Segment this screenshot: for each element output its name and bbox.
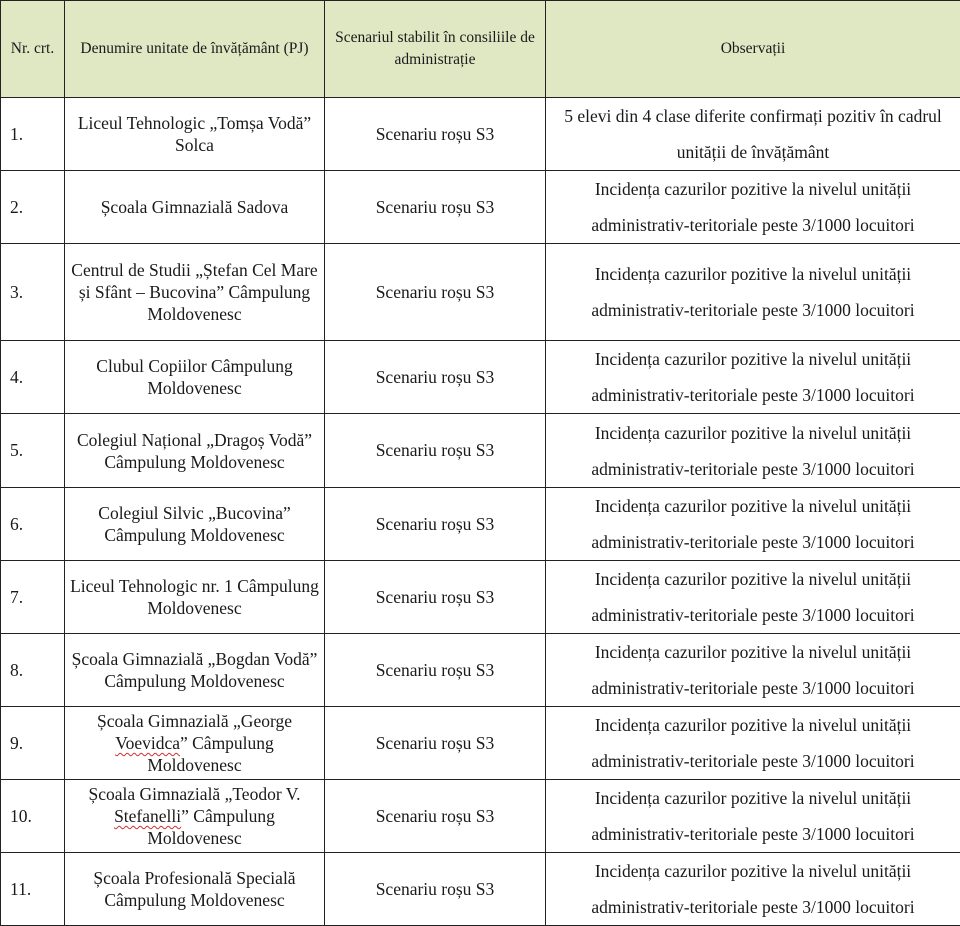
school-name: Școala Gimnazială Sadova xyxy=(65,171,325,244)
observation-text: 5 elevi din 4 clase diferite confirmați pozitiv în cadrul unității de învățământ xyxy=(546,98,960,171)
table-row xyxy=(1,780,960,853)
school-name: Clubul Copiilor Câmpulung Moldovenesc xyxy=(65,341,325,414)
scenario-value: Scenariu roșu S3 xyxy=(325,171,546,244)
table-row xyxy=(1,561,960,634)
scenario-value: Scenariu roșu S3 xyxy=(325,244,546,341)
observation-text: Incidența cazurilor pozitive la nivelul unității administrativ-teritoriale peste 3/1000 locuitori xyxy=(546,634,960,707)
observation-text: Incidența cazurilor pozitive la nivelul unității administrativ-teritoriale peste 3/1000 locuitori xyxy=(546,561,960,634)
school-name: Liceul Tehnologic nr. 1 Câmpulung Moldovenesc xyxy=(65,561,325,634)
table-row xyxy=(1,634,960,707)
row-number: 2. xyxy=(1,171,65,244)
row-number: 4. xyxy=(1,341,65,414)
table-row xyxy=(1,414,960,488)
observation-text: Incidența cazurilor pozitive la nivelul unității administrativ-teritoriale peste 3/1000 locuitori xyxy=(546,853,960,926)
scenario-value: Scenariu roșu S3 xyxy=(325,707,546,780)
observation-text: Incidența cazurilor pozitive la nivelul unității administrativ-teritoriale peste 3/1000 locuitori xyxy=(546,171,960,244)
spellcheck-word: Voevidca xyxy=(115,733,180,753)
table-row xyxy=(1,98,960,171)
observation-text: Incidența cazurilor pozitive la nivelul unității administrativ-teritoriale peste 3/1000 locuitori xyxy=(546,488,960,561)
header-scenario: Scenariul stabilit în consiliile de administrație xyxy=(325,1,546,98)
table-row xyxy=(1,171,960,244)
scenario-value: Scenariu roșu S3 xyxy=(325,634,546,707)
row-number: 5. xyxy=(1,414,65,488)
row-number: 10. xyxy=(1,780,65,853)
scenario-value: Scenariu roșu S3 xyxy=(325,414,546,488)
scenario-value: Scenariu roșu S3 xyxy=(325,341,546,414)
table-row xyxy=(1,341,960,414)
table-row xyxy=(1,244,960,341)
scenario-value: Scenariu roșu S3 xyxy=(325,98,546,171)
school-name: Liceul Tehnologic „Tomșa Vodă” Solca xyxy=(65,98,325,171)
table-row xyxy=(1,707,960,780)
header-row xyxy=(1,1,960,98)
row-number: 6. xyxy=(1,488,65,561)
observation-text: Incidența cazurilor pozitive la nivelul unității administrativ-teritoriale peste 3/1000 locuitori xyxy=(546,244,960,341)
school-name: Școala Gimnazială „Bogdan Vodă” Câmpulung Moldovenesc xyxy=(65,634,325,707)
scenario-value: Scenariu roșu S3 xyxy=(325,853,546,926)
header-nr: Nr. crt. xyxy=(1,1,65,98)
row-number: 3. xyxy=(1,244,65,341)
table-body xyxy=(1,98,960,926)
table-row xyxy=(1,853,960,926)
school-name: Școala Gimnazială „Teodor V. Stefanelli” Câmpulung Moldovenesc xyxy=(65,780,325,853)
observation-text: Incidența cazurilor pozitive la nivelul unității administrativ-teritoriale peste 3/1000 locuitori xyxy=(546,414,960,488)
row-number: 9. xyxy=(1,707,65,780)
row-number: 7. xyxy=(1,561,65,634)
header-observations: Observații xyxy=(546,1,960,98)
observation-text: Incidența cazurilor pozitive la nivelul unității administrativ-teritoriale peste 3/1000 locuitori xyxy=(546,341,960,414)
row-number: 1. xyxy=(1,98,65,171)
row-number: 11. xyxy=(1,853,65,926)
table-header xyxy=(1,1,960,98)
school-name: Colegiul Silvic „Bucovina” Câmpulung Moldovenesc xyxy=(65,488,325,561)
table-row xyxy=(1,488,960,561)
school-name: Colegiul Național „Dragoș Vodă” Câmpulung Moldovenesc xyxy=(65,414,325,488)
spellcheck-word: Stefanelli xyxy=(114,806,181,826)
observation-text: Incidența cazurilor pozitive la nivelul unității administrativ-teritoriale peste 3/1000 locuitori xyxy=(546,780,960,853)
school-name: Centrul de Studii „Ștefan Cel Mare și Sfânt – Bucovina” Câmpulung Moldovenesc xyxy=(65,244,325,341)
scenario-value: Scenariu roșu S3 xyxy=(325,561,546,634)
school-name: Școala Gimnazială „George Voevidca” Câmpulung Moldovenesc xyxy=(65,707,325,780)
school-name: Școala Profesională Specială Câmpulung Moldovenesc xyxy=(65,853,325,926)
row-number: 8. xyxy=(1,634,65,707)
scenario-value: Scenariu roșu S3 xyxy=(325,780,546,853)
header-name: Denumire unitate de învățământ (PJ) xyxy=(65,1,325,98)
scenario-value: Scenariu roșu S3 xyxy=(325,488,546,561)
observation-text: Incidența cazurilor pozitive la nivelul unității administrativ-teritoriale peste 3/1000 locuitori xyxy=(546,707,960,780)
